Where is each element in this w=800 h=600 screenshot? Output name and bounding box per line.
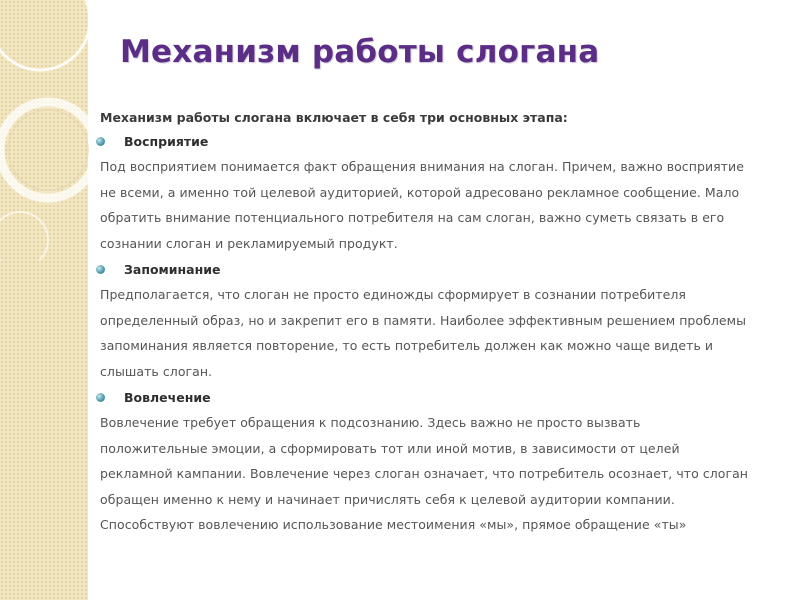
bullet-icon — [96, 393, 105, 402]
section-heading — [100, 388, 750, 408]
section-heading-label: Вовлечение — [124, 390, 211, 405]
section-text: Предполагается, что слоган не просто единожды сформирует в сознании потребителя определенный образ, но и закрепит его в памяти. Наиболее эффективным решением проблемы запоминания является повторение, то есть потребитель должен как можно чаще видеть и слышать слоган. — [100, 287, 747, 379]
intro-text: Механизм работы слогана включает в себя три основных этапа: — [100, 110, 568, 125]
section-heading-label: Запоминание — [124, 262, 221, 277]
section-heading-label: Восприятие — [124, 134, 209, 149]
bullet-icon — [96, 265, 105, 274]
section-perception — [100, 132, 750, 256]
bullet-icon — [96, 137, 105, 146]
slide-content — [100, 108, 750, 542]
slide-title: Механизм работы слогана — [120, 34, 600, 70]
section-text: Под восприятием понимается факт обращения внимания на слоган. Причем, важно восприятие не всеми, а именно той целевой аудиторией, которой адресовано рекламное сообщение. Мало обратить внимание потенциального потребителя на сам слоган, важно суметь связать в его сознании слоган и рекламируемый продукт. — [100, 159, 744, 251]
section-memorization — [100, 260, 750, 384]
section-text: Вовлечение требует обращения к подсознанию. Здесь важно не просто вызвать положительные эмоции, а сформировать тот или иной мотив, в зависимости от целей рекламной кампании. Вовлечение через слоган означает, что потребитель осознает, что слоган обращен именно к нему и начинает причислять себя к целевой аудитории компании. Способствуют вовлечению использование местоимения «мы», прямое обращение «ты» — [100, 415, 749, 532]
section-heading — [100, 260, 750, 280]
section-heading — [100, 132, 750, 152]
section-involvement — [100, 388, 750, 538]
